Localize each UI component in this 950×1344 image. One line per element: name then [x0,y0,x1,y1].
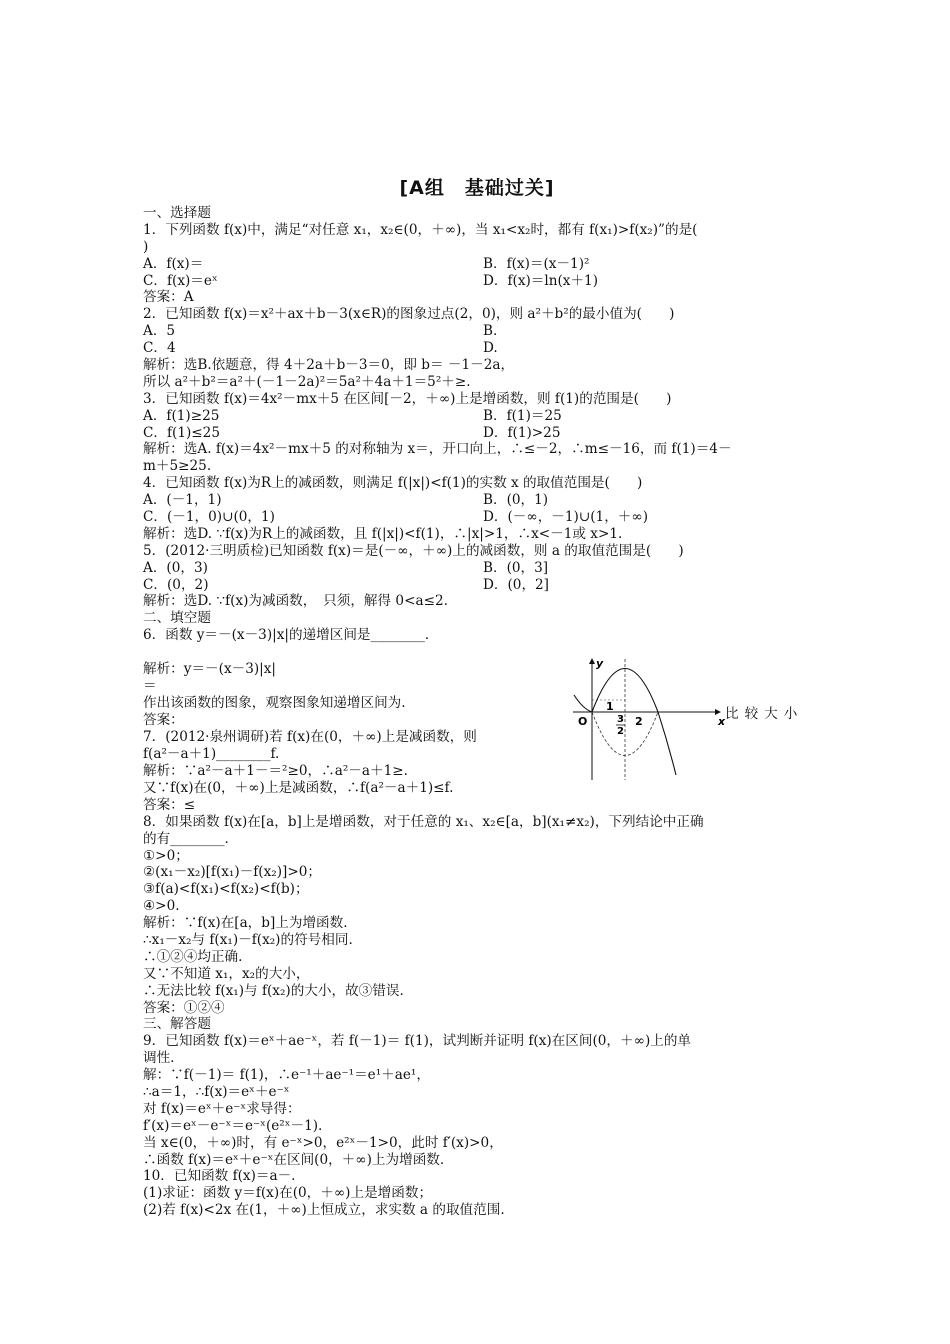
q8-option: ②(x₁－x₂)[f(x₁)－f(x₂)]>0； [143,864,321,881]
q4-solution: 解析：选D. ∵f(x)为R上的减函数，且 f(|x|)<f(1)，∴|x|>1，∴x<－1或 x>1. [143,525,623,542]
q3-option-b: B．f(1)＝25 [483,407,562,424]
q10-stem: 10．已知函数 f(x)＝a－. [143,1168,296,1185]
q7-stem: 7．(2012·泉州调研)若 f(x)在(0，＋∞)上是减函数，则 [143,728,477,745]
q8-solution: 又∵不知道 x₁，x₂的大小， [143,965,310,982]
q9-solution: ∴a＝1，∴f(x)＝eˣ＋e⁻ˣ [143,1083,290,1100]
origin-label: O [578,715,588,729]
q4-options-ab [143,492,811,509]
q3-stem: 3．已知函数 f(x)＝4x²－mx＋5 在区间[－2，＋∞)上是增函数，则 f(1)的范围是( ) [143,390,672,407]
q3-options-ab [143,408,811,425]
q8-solution: 解析：∵f(x)在[a，b]上为增函数. [143,915,348,932]
q3-option-c: C．f(1)≤25 [143,424,220,441]
q1-option-b: B．f(x)＝(x－1)² [483,255,590,272]
function-graph [568,655,728,785]
q5-solution: 解析：选D. ∵f(x)为减函数， 只须，解得 0<a≤2. [143,593,448,610]
q2-solution: 解析：选B.依题意，得 4＋2a＋b－3＝0，即 b＝ －1－2a， [143,357,515,374]
dashed-curve [592,712,658,756]
q8-solution: ∴①②④均正确. [143,948,243,965]
q4-option-c: C．(－1，0)∪(0，1) [143,509,275,526]
q1-option-c: C．f(x)＝eˣ [143,272,218,289]
q10-part: (1)求证：函数 y＝f(x)在(0，＋∞)上是增函数； [143,1185,433,1202]
q8-stem: 8．如果函数 f(x)在[a，b]上是增函数，对于任意的 x₁、x₂∈[a，b](x₁≠x₂)，下列结论中正确 [143,813,704,830]
section-heading: 三、解答题 [143,1016,211,1033]
q2-options-ab [143,323,811,340]
q8-answer: 答案：①②④ [143,999,225,1016]
q1-stem-end: ) [143,238,149,255]
q3-solution: m＋5≥25. [143,458,212,475]
q9-stem: 调性. [143,1050,175,1067]
q1-option-d: D．f(x)＝ln(x＋1) [483,272,599,289]
q5-option-c: C．(0，2) [143,576,209,593]
q9-solution: f′(x)＝eˣ－e⁻ˣ＝e⁻ˣ(e²ˣ－1). [143,1117,323,1134]
q2-options-cd [143,340,811,357]
q4-option-b: B．(0，1) [483,492,549,509]
q5-options-cd [143,577,811,594]
q9-solution: ∴函数 f(x)＝eˣ＋e⁻ˣ在区间(0，＋∞)上为增函数. [143,1151,445,1168]
tick-label-3-over-2: 3 [617,714,624,726]
q9-stem: 9．已知函数 f(x)＝eˣ＋ae⁻ˣ，若 f(－1)＝ f(1)，试判断并证明 f(x)在区间(0，＋∞)上的单 [143,1033,692,1050]
q3-option-a: A．f(1)≥25 [143,407,220,424]
q5-stem: 5．(2012·三明质检)已知函数 f(x)＝是(－∞，＋∞)上的减函数，则 a 的取值范围是( ) [143,542,684,559]
q6-solution: 解析：y＝－(x－3)|x| [143,661,276,678]
q2-option-b: B. [483,323,498,340]
q10-part: (2)若 f(x)<2x 在(1，＋∞)上恒成立，求实数 a 的取值范围. [143,1202,505,1219]
section-heading: 一、选择题 [143,205,211,221]
q2-option-a: A．5 [143,323,176,340]
section-title: [A组 基础过关] [399,177,555,199]
tick-label-3-over-2-den: 2 [617,726,624,738]
q3-solution: 解析：选A. f(x)＝4x²－mx＋5 的对称轴为 x＝，开口向上，∴≤－2，∴m≤－16，而 f(1)＝4－ [143,441,732,458]
q5-option-b: B．(0，3] [483,559,549,576]
q8-solution: ∴无法比较 f(x₁)与 f(x₂)的大小，故③错误. [143,982,404,999]
q8-option: ④>0. [143,898,180,915]
q9-solution: 解：∵f(－1)＝ f(1)，∴e⁻¹＋ae⁻¹＝e¹＋ae¹， [143,1067,430,1084]
tick-label-2: 2 [635,715,643,729]
x-axis-label: x [718,715,726,729]
q1-options-cd [143,273,811,290]
q6-q7-block [143,657,811,763]
q4-stem: 4．已知函数 f(x)为R上的减函数，则满足 f(|x|)<f(1)的实数 x 的取值范围是( ) [143,475,643,492]
q8-stem: 的有________． [143,830,239,847]
q2-stem: 2．已知函数 f(x)＝x²＋ax＋b－3(x∈R)的图象过点(2，0)，则 a²＋b²的最小值为( ) [143,306,675,323]
q1-stem: 1．下列函数 f(x)中，满足“对任意 x₁，x₂∈(0，＋∞)，当 x₁<x₂时，都有 f(x₁)>f(x₂)”的是( [143,221,698,238]
q2-solution: 所以 a²＋b²＝a²＋(－1－2a)²＝5a²＋4a＋1＝5²＋≥. [143,373,471,390]
q6-solution: 作出该函数的图象，观察图象知递增区间为. [143,694,406,711]
q2-option-d: D. [483,340,498,357]
q5-option-a: A．(0，3) [143,559,208,576]
document-page [143,175,811,1219]
q8-option: ①>0； [143,847,189,864]
q6-solution: ＝ [143,677,157,694]
q5-option-d: D．(0，2] [483,576,549,593]
q7-solution: 解析：∵a²－a＋1－＝²≥0，∴a²－a＋1≥. [143,763,408,780]
q3-options-cd [143,425,811,442]
q7-stem: f(a²－a＋1)________f. [143,745,280,762]
q7-answer: 答案：≤ [143,796,196,813]
q5-options-ab [143,560,811,577]
q6-stem: 6．函数 y＝－(x－3)|x|的递增区间是________． [143,627,439,644]
q7-solution: 又∵f(x)在(0，＋∞)上是减函数，∴f(a²－a＋1)≤f. [143,779,454,796]
q1-options-ab [143,256,811,273]
q1-option-a: A．f(x)＝ [143,255,204,272]
q4-option-a: A．(－1，1) [143,492,222,509]
q7-stem-side: 比较大小 [725,706,804,723]
q9-solution: 当 x∈(0，＋∞)时，有 e⁻ˣ>0，e²ˣ－1>0，此时 f′(x)>0， [143,1134,503,1151]
q1-answer: 答案：A [143,289,194,306]
q9-solution: 对 f(x)＝eˣ＋e⁻ˣ求导得： [143,1100,301,1117]
section-heading: 二、填空题 [143,610,211,627]
q8-solution: ∴x₁－x₂与 f(x₁)－f(x₂)的符号相同. [143,931,353,948]
q8-option: ③f(a)<f(x₁)<f(x₂)<f(b)； [143,881,309,898]
q2-option-c: C．4 [143,340,176,357]
q6-answer: 答案： [143,711,184,728]
q4-options-cd [143,509,811,526]
q3-option-d: D．f(1)>25 [483,424,561,441]
tick-label-1: 1 [606,700,614,714]
q4-option-d: D．(－∞，－1)∪(1，＋∞) [483,509,649,526]
y-axis-label: y [596,657,604,671]
